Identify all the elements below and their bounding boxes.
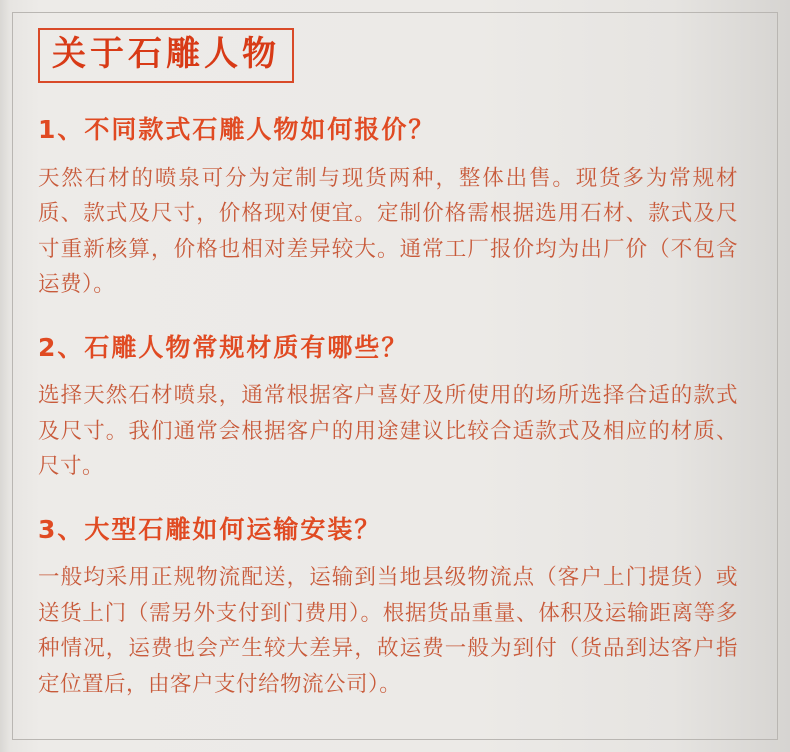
faq-item-1	[38, 111, 750, 302]
page-title: 关于石雕人物	[52, 34, 280, 74]
faq-question-2: 2、石雕人物常规材质有哪些？	[38, 332, 409, 362]
faq-question-3: 3、大型石雕如何运输安装？	[38, 514, 382, 544]
faq-item-2	[38, 329, 750, 485]
faq-question-1: 1、不同款式石雕人物如何报价？	[38, 115, 436, 145]
faq-content	[38, 28, 750, 732]
page-title-box	[38, 28, 294, 83]
faq-answer-1: 天然石材的喷泉可分为定制与现货两种，整体出售。现货多为常规材质、款式及尺寸，价格现对便宜。定制价格需根据选用石材、款式及尺寸重新核算，价格也相对差异较大。通常工厂报价均为出厂价（不包含运费）。	[38, 165, 738, 298]
faq-answer-3: 一般均采用正规物流配送，运输到当地县级物流点（客户上门提货）或送货上门（需另外支付到门费用）。根据货品重量、体积及运输距离等多种情况，运费也会产生较大差异，故运费一般为到付（货品到达客户指定位置后，由客户支付给物流公司）。	[38, 565, 738, 697]
faq-item-3	[38, 511, 750, 702]
faq-answer-2: 选择天然石材喷泉，通常根据客户喜好及所使用的场所选择合适的款式及尺寸。我们通常会根据客户的用途建议比较合适款式及相应的材质、尺寸。	[38, 383, 738, 480]
